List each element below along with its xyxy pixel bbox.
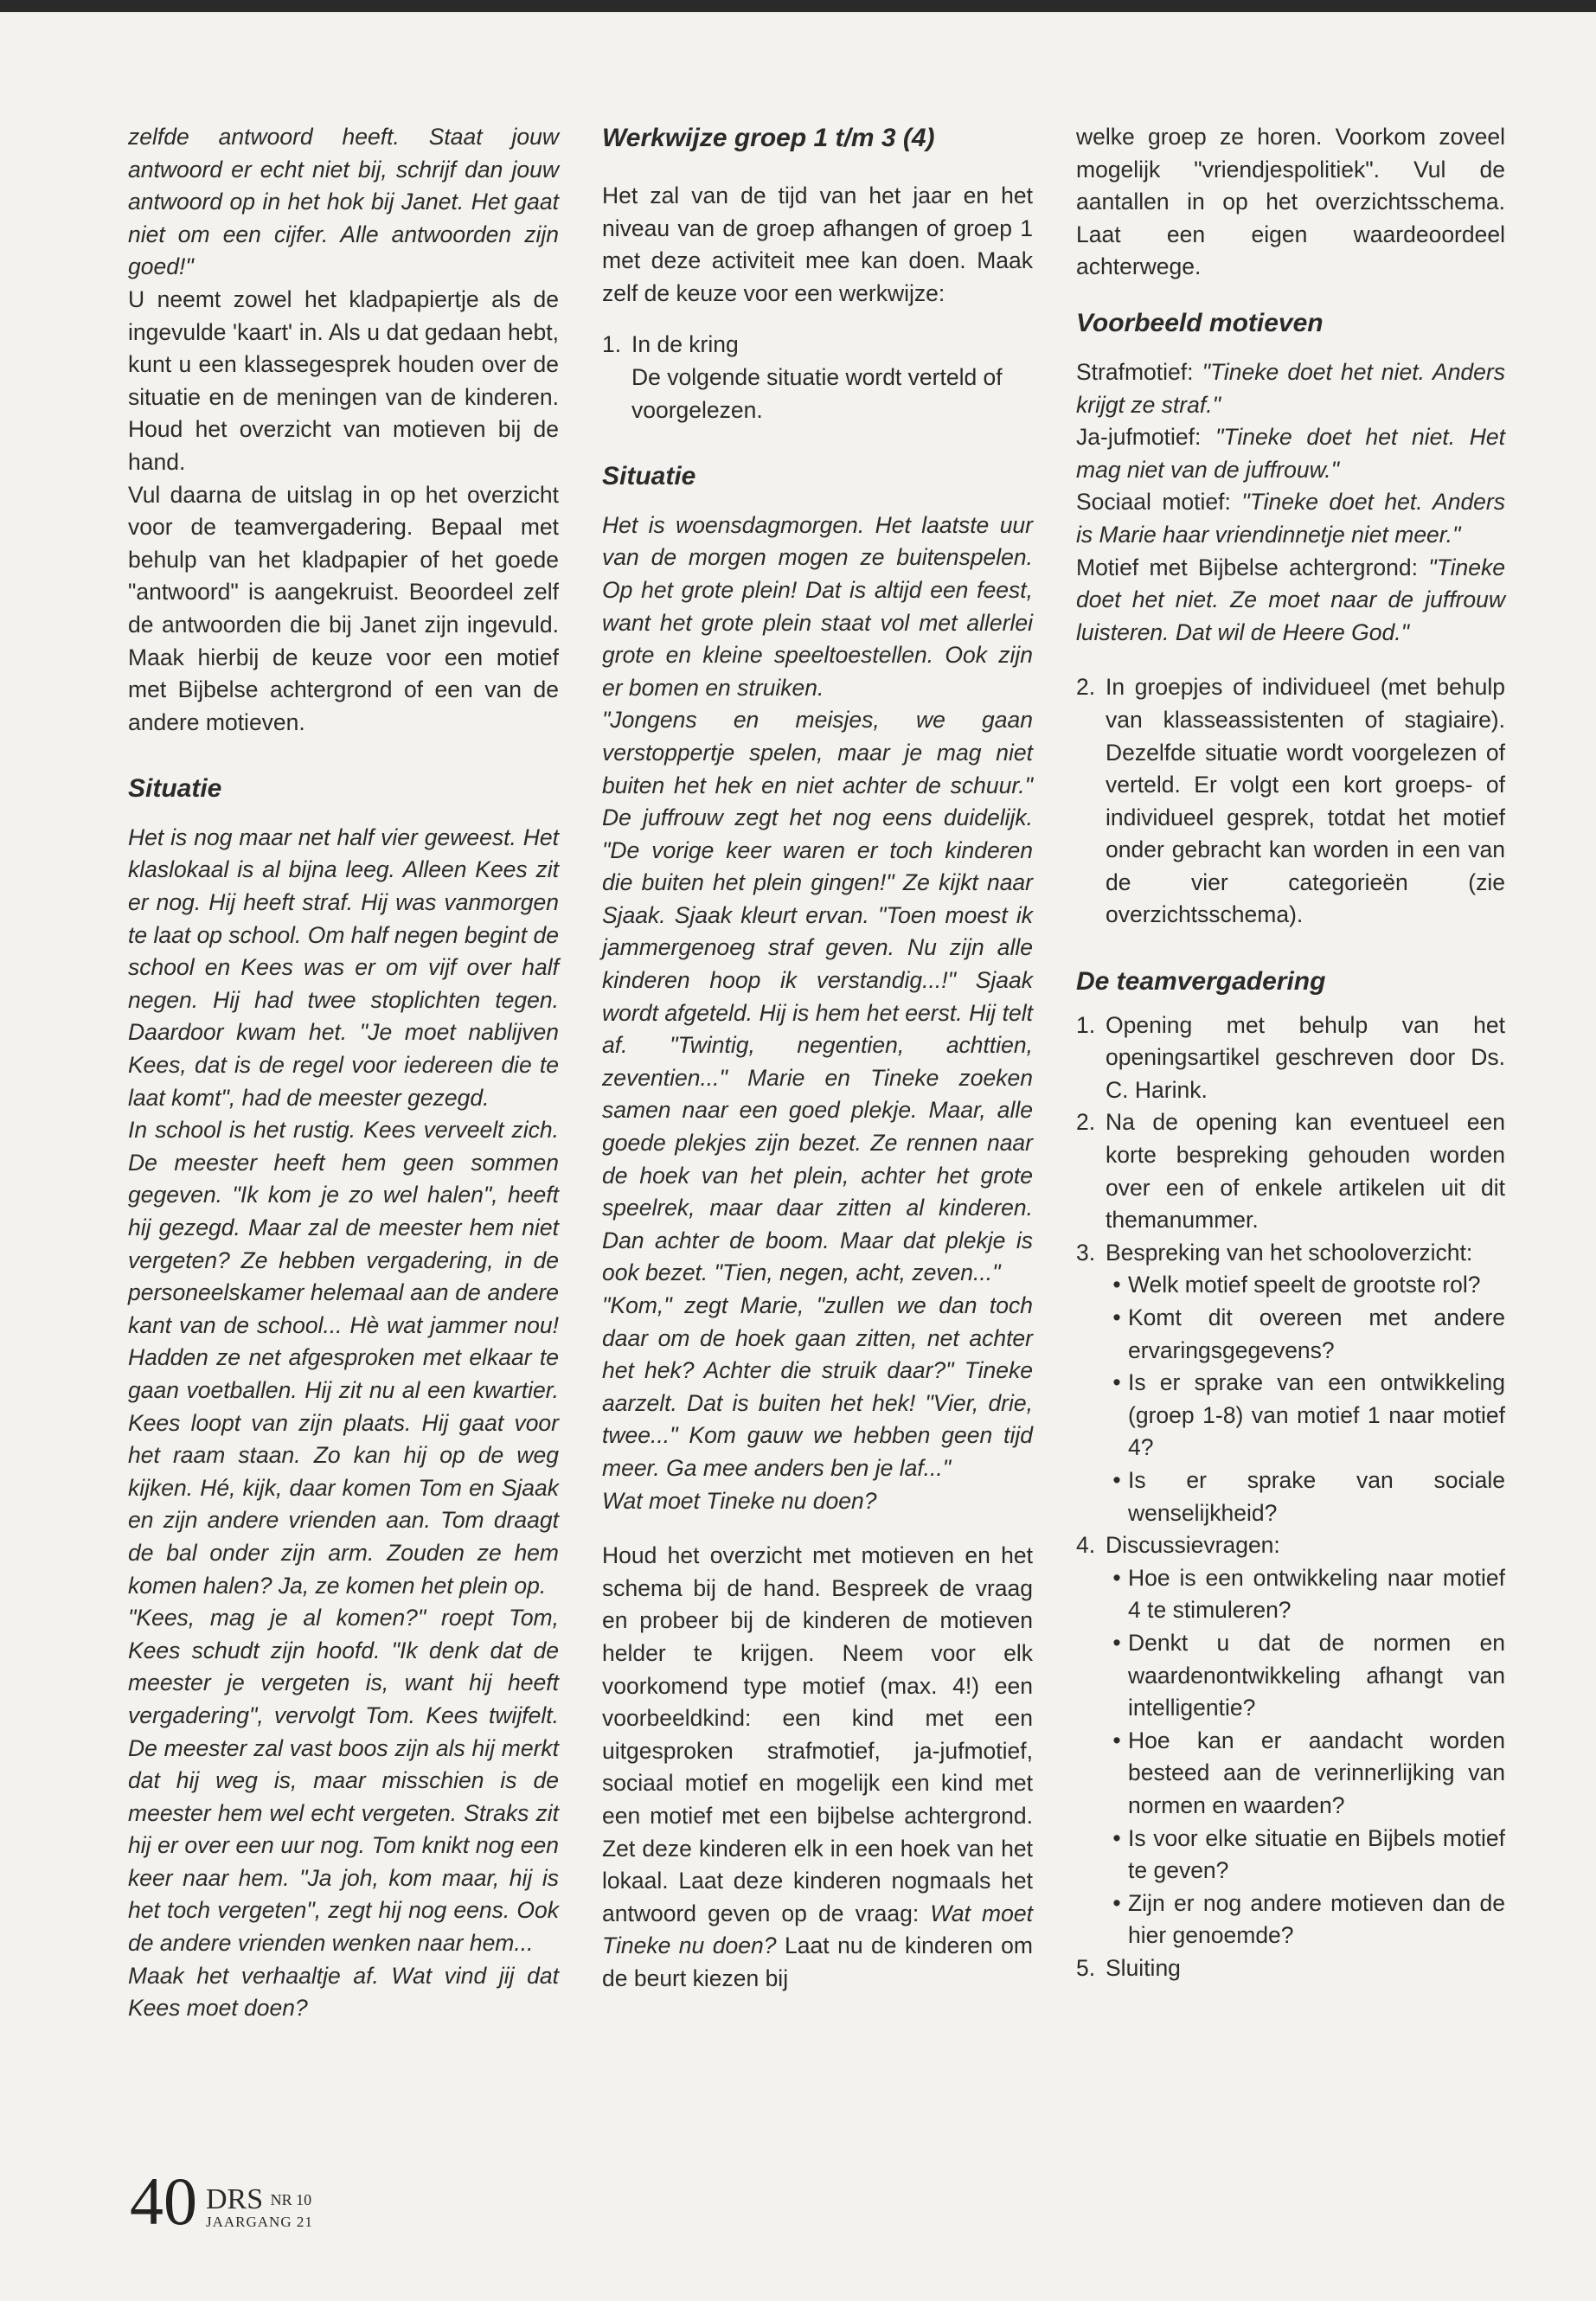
story-paragraph: "Kom," zegt Marie, "zullen we dan toch daar om de hoek gaan zitten, net achter het hek? Achter die struik daar?" Tineke aarzelt. Dat is buiten het hek! "Vier, drie, twee..." Kom gauw we hebben geen tijd meer. Ga mee anders ben je laf...": [602, 1292, 1033, 1481]
bullet-item: • Hoe is een ontwikkeling naar motief 4 te stimuleren?: [1112, 1564, 1505, 1624]
bullet-item: • Is voor elke situatie en Bijbels motief te geven?: [1112, 1824, 1505, 1884]
bullet-item: • Hoe kan er aandacht worden besteed aan de verinnerlijking van normen en waarden?: [1112, 1727, 1505, 1818]
magazine-title: DRS: [206, 2183, 264, 2215]
motive-example: Motief met Bijbelse achtergrond: "Tineke doet het niet. Ze moet naar de juffrouw luisteren. Dat wil de Heere God.": [1076, 554, 1505, 645]
story-paragraph: "Jongens en meisjes, we gaan verstoppertje spelen, maar je mag niet buiten het hek en niet achter de schuur." De juffrouw zegt het nog eens duidelijk. "De vorige keer waren er toch kinderen die buiten het plein gingen!" Ze kijkt naar Sjaak. Sjaak kleurt ervan. "Toen moest ik jammergenoeg straf geven. Nu zijn alle kinderen hoop ik verstandig...!" Sjaak wordt afgeteld. Hij is hem het eerst. Hij telt af. "Twintig, negentien, achttien, zeventien..." Marie en Tineke zoeken samen naar een goed plekje. Maar, alle goede plekjes zijn bezet. Ze rennen naar de hoek van het plein, achter het grote speelrek, maar daar zitten al kinderen. Dan achter de boom. Maar dat plekje is ook bezet. "Tien, negen, acht, zeven...": [602, 707, 1033, 1286]
section-heading: Werkwijze groep 1 t/m 3 (4): [602, 124, 935, 152]
page-number: 40: [130, 2163, 197, 2239]
volume-label: JAARGANG 21: [206, 2214, 313, 2230]
story-question: Wat moet Tineke nu doen?: [602, 1487, 877, 1514]
bullet-item: • Komt dit overeen met andere ervaringsgegevens?: [1112, 1304, 1505, 1363]
story-paragraph: Het is nog maar net half vier geweest. Het klaslokaal is al bijna leeg. Alleen Kees zit er nog. Hij heeft straf. Hij was vanmorgen te laat op school. Om half negen begint de school en Kees was er om vijf over half negen. Hij had twee stoplichten tegen. Daardoor kwam het. "Je moet nablijven Kees, dat is de regel voor iedereen die te laat komt", had de meester gezegd.: [128, 824, 559, 1111]
list-item: 3. Bespreking van het schooloverzicht:: [1076, 1239, 1473, 1266]
bullet-item: • Zijn er nog andere motieven dan de hier genoemde?: [1112, 1889, 1505, 1949]
bullet-item: • Denkt u dat de normen en waardenontwikkeling afhangt van intelligentie?: [1112, 1629, 1505, 1721]
bullet-item: • Welk motief speelt de grootste rol?: [1112, 1272, 1481, 1298]
section-heading: Situatie: [602, 461, 696, 490]
bullet-item: • Is er sprake van sociale wenselijkheid?: [1112, 1466, 1505, 1526]
issue-number: NR 10: [270, 2191, 312, 2208]
story-paragraph: "Kees, mag je al komen?" roept Tom, Kees schudt zijn hoofd. "Ik denk dat de meester je vergeten is, want hij heeft vergadering", vervolgt Tom. Kees twijfelt. De meester zal vast boos zijn als hij merkt dat hij weg is, maar misschien is de meester hem wel echt vergeten. Straks zit hij er over een uur nog. Tom knikt nog een keer naar hem. "Ja joh, kom maar, hij is het toch vergeten", zegt hij nog eens. Ook de andere vrienden wenken naar hem...: [128, 1605, 559, 1957]
magazine-masthead: [206, 2183, 313, 2232]
bullet-item: • Is er sprake van een ontwikkeling (groep 1-8) van motief 1 naar motief 4?: [1112, 1369, 1505, 1461]
motive-example: Ja-jufmotief: "Tineke doet het niet. Het mag niet van de juffrouw.": [1076, 424, 1506, 483]
paragraph: U neemt zowel het kladpapiertje als de ingevulde 'kaart' in. Als u dat gedaan hebt, kunt u een klassegesprek houden over de situatie en de meningen van de kinderen. Houd het overzicht van motieven bij de hand.: [128, 285, 559, 475]
motive-example: Sociaal motief: "Tineke doet het. Anders is Marie haar vriendinnetje niet meer.": [1076, 489, 1505, 548]
paragraph: Vul daarna de uitslag in op het overzicht voor de teamvergadering. Bepaal met behulp van het kladpapier of het goede "antwoord" is aangekruist. Beoordeel zelf de antwoorden die bij Janet zijn ingevuld. Maak hierbij de keuze voor een motief met Bijbelse achtergrond of een van de andere motieven.: [128, 481, 559, 735]
motive-example: Strafmotief: "Tineke doet het niet. Anders krijgt ze straf.": [1076, 358, 1505, 418]
list-item: 1. Opening met behulp van het openingsartikel geschreven door Ds. C. Harink.: [1076, 1011, 1505, 1103]
column-3: [1076, 121, 1505, 1984]
list-item-text: De volgende situatie wordt verteld of voorgelezen.: [631, 363, 1003, 423]
section-heading: De teamvergadering: [1076, 966, 1326, 996]
story-paragraph: In school is het rustig. Kees verveelt zich. De meester heeft hem geen sommen gegeven. "Ik kom je zo wel halen", heeft hij gezegd. Maar zal de meester hem niet vergeten? Ze hebben vergadering, in de personeelskamer helemaal aan de andere kant van de school... Hè wat jammer nou! Hadden ze net afgesproken met elkaar te gaan voetballen. Hij zit nu al een kwartier. Kees loopt van zijn plaats. Hij gaat voor het raam staan. Zo kan hij op de weg kijken. Hé, kijk, daar komen Tom en Sjaak en zijn andere vrienden aan. Tom draagt de bal onder zijn arm. Zouden ze hem komen halen? Ja, ze komen het plein op.: [128, 1117, 559, 1599]
story-paragraph: Het is woensdagmorgen. Het laatste uur van de morgen mogen ze buitenspelen. Op het grote plein! Dat is altijd een feest, want het grote plein staat vol met allerlei grote en kleine speeltoestellen. Ook zijn er bomen en struiken.: [602, 511, 1033, 701]
list-item-title: In de kring: [631, 331, 739, 358]
story-question: Maak het verhaaltje af. Wat vind jij dat Kees moet doen?: [128, 1962, 559, 2022]
list-item: 5. Sluiting: [1076, 1954, 1181, 1981]
list-item: 1. In de kring De volgende situatie wordt verteld of voorgelezen.: [602, 329, 1033, 426]
list-item: 2. Na de opening kan eventueel een korte bespreking gehouden worden over een of enkele artikelen uit dit themanummer.: [1076, 1109, 1505, 1234]
column-2: [602, 121, 1033, 1995]
list-item: 2. In groepjes of individueel (met behulp van klasseassistenten of stagiaire). Dezelfde situatie wordt voorgelezen of verteld. Er volgt een kort groeps- of individueel gesprek, totdat het motief onder gebracht kan worden in een van de vier categorieën (zie overzichtsschema).: [1076, 674, 1505, 928]
paragraph: Het zal van de tijd van het jaar en het niveau van de groep afhangen of groep 1 met deze activiteit mee kan doen. Maak zelf de keuze voor een werkwijze:: [602, 183, 1033, 306]
top-border: [0, 0, 1596, 12]
paragraph: zelfde antwoord heeft. Staat jouw antwoord er echt niet bij, schrijf dan jouw antwoord op in het hok bij Janet. Het gaat niet om een cijfer. Alle antwoorden zijn goed!": [128, 124, 559, 280]
list-item: 4. Discussievragen:: [1076, 1532, 1280, 1559]
column-1: [128, 121, 559, 2025]
section-heading: Situatie: [128, 773, 222, 803]
section-heading: Voorbeeld motieven: [1076, 308, 1324, 337]
page-footer: [130, 2163, 313, 2239]
paragraph: Houd het overzicht met motieven en het schema bij de hand. Bespreek de vraag en probeer bij de kinderen de motieven helder te krijgen. Neem voor elk voorkomend type motief (max. 4!) een voorbeeldkind: een kind met een uitgesproken strafmotief, ja-jufmotief, sociaal motief en mogelijk een kind met een motief met een bijbelse achtergrond. Zet deze kinderen elk in een hoek van het lokaal. Laat deze kinderen nogmaals het antwoord geven op de vraag: Wat moet Tineke nu doen? Laat nu de kinderen om de beurt kiezen bij: [602, 1542, 1033, 1991]
paragraph: welke groep ze horen. Voorkom zoveel mogelijk "vriendjespolitiek". Vul de aantallen in op het overzichtsschema. Laat een eigen waardeoordeel achterwege.: [1076, 124, 1505, 280]
